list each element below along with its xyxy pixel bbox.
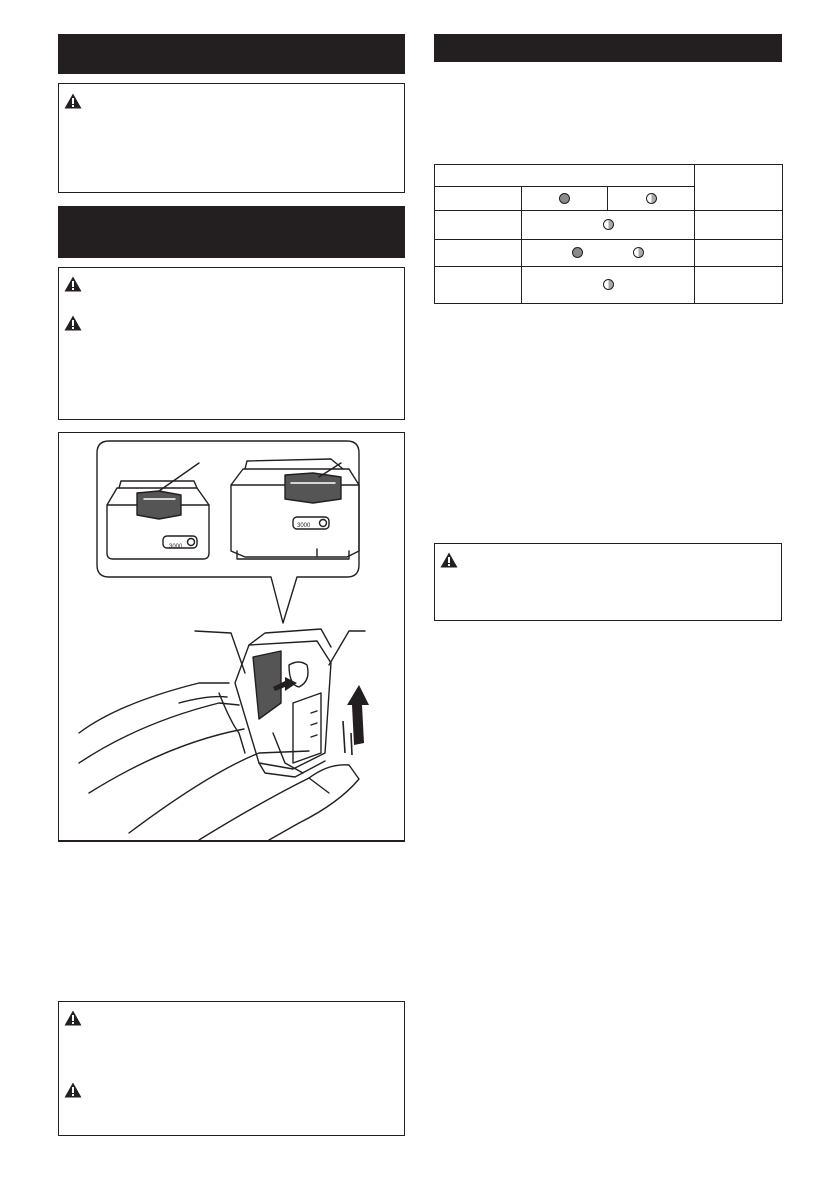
indicator-row-label xyxy=(435,211,522,240)
indicator-lamp-cell xyxy=(608,187,695,211)
table-row xyxy=(435,267,783,304)
indicator-row-status xyxy=(695,267,783,304)
section-header-2 xyxy=(58,206,405,258)
lamp-lit-icon xyxy=(559,193,570,204)
battery-cartridge-large-icon xyxy=(231,459,359,559)
lamp-blinking-icon xyxy=(646,193,657,204)
warning-box-4 xyxy=(434,543,782,621)
callout-bubble xyxy=(97,441,359,623)
warning-triangle-icon xyxy=(64,276,82,292)
indicator-lamp-cell xyxy=(522,267,695,304)
indicator-table-header xyxy=(435,165,695,187)
indicator-lamp-cell xyxy=(522,240,695,267)
lamp-blinking-icon xyxy=(603,219,614,230)
battery-label-small-text: 3000 xyxy=(169,544,183,550)
indicator-row-status xyxy=(695,211,783,240)
battery-inserted-icon xyxy=(235,629,331,777)
warning-triangle-icon xyxy=(440,552,458,568)
indicator-table xyxy=(434,164,783,304)
warning-box-1 xyxy=(58,83,405,193)
table-row xyxy=(435,240,783,267)
mower-icon xyxy=(79,683,359,840)
warning-box-2 xyxy=(58,267,405,420)
lamp-lit-icon xyxy=(572,247,583,258)
warning-triangle-icon xyxy=(64,93,82,109)
lamp-blinking-icon xyxy=(603,279,614,290)
indicator-row-status xyxy=(695,240,783,267)
table-row xyxy=(435,211,783,240)
section-header-1 xyxy=(58,34,405,74)
indicator-row-label xyxy=(435,267,522,304)
indicator-row-label xyxy=(435,240,522,267)
indicator-lamp-cell xyxy=(522,187,608,211)
battery-installation-illustration xyxy=(59,433,404,840)
warning-triangle-icon xyxy=(64,1082,82,1098)
indicator-table-header-right xyxy=(695,165,783,211)
figure-bottom-rule xyxy=(58,841,405,842)
section-header-3 xyxy=(434,34,782,62)
warning-box-3 xyxy=(58,1001,405,1136)
lamp-blinking-icon xyxy=(633,247,644,258)
battery-installation-figure xyxy=(58,432,405,841)
indicator-table-subheader xyxy=(435,187,522,211)
battery-label-large-text: 3000 xyxy=(297,523,311,529)
warning-triangle-icon xyxy=(64,1010,82,1026)
indicator-lamp-cell xyxy=(522,211,695,240)
warning-triangle-icon xyxy=(64,315,82,331)
